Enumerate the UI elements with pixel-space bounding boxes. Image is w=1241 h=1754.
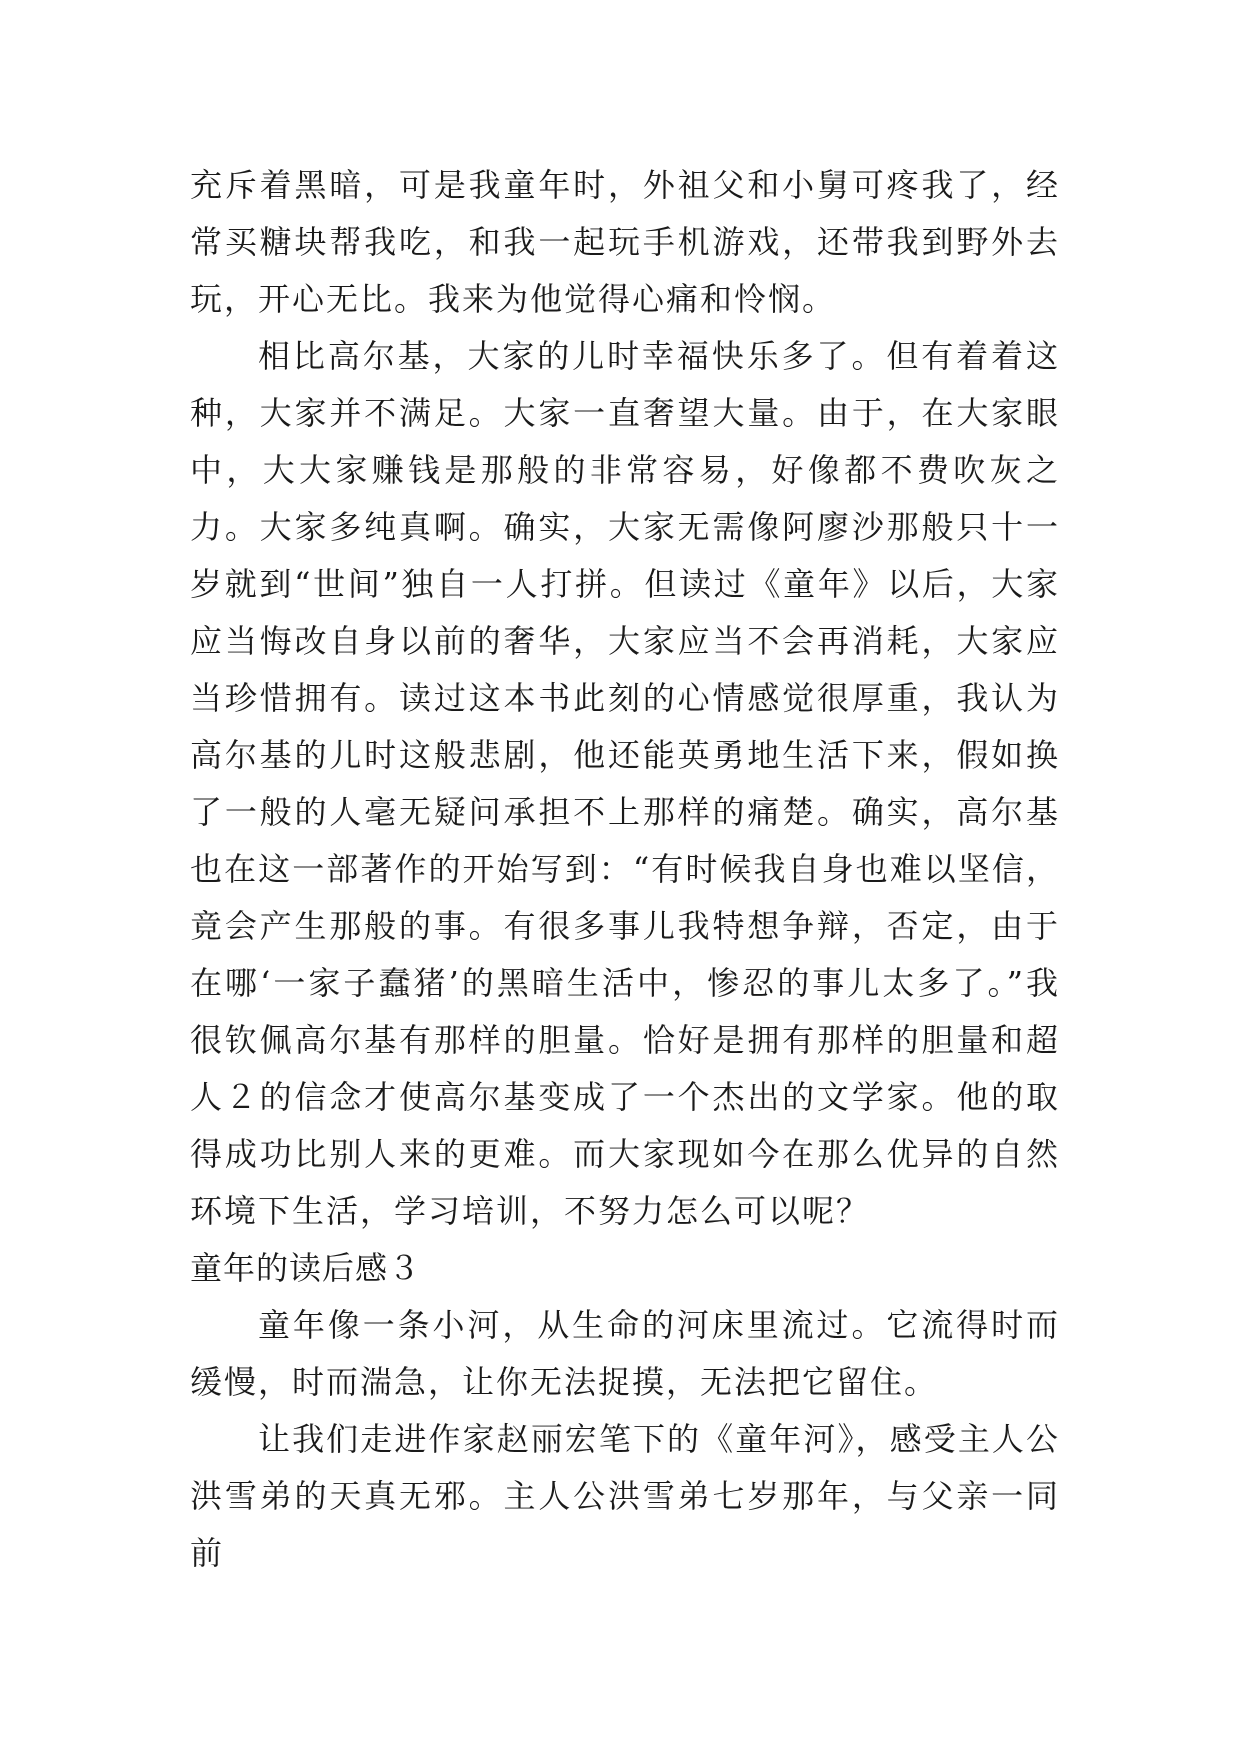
paragraph-1: 充斥着黑暗，可是我童年时，外祖父和小舅可疼我了，经常买糖块帮我吃，和我一起玩手机游戏，还带我到野外去玩，开心无比。我来为他觉得心痛和怜悯。 [190,166,1060,318]
paragraph-2: 相比高尔基，大家的儿时幸福快乐多了。但有着着这种，大家并不满足。大家一直奢望大量。由于，在大家眼中，大大家赚钱是那般的非常容易，好像都不费吹灰之力。大家多纯真啊。确实，大家无需像阿廖沙那般只十一岁就到“世间”独自一人打拼。但读过《童年》以后，大家应当悔改自身以前的奢华，大家应当不会再消耗，大家应当珍惜拥有。读过这本书此刻的心情感觉很厚重，我认为高尔基的儿时这般悲剧，他还能英勇地生活下来，假如换了一般的人毫无疑问承担不上那样的痛楚。确实，高尔基也在这一部著作的开始写到：“有时候我自身也难以坚信，竟会产生那般的事。有很多事儿我特想争辩，否定，由于在哪‘一家子蠢猪’的黑暗生活中，惨忍的事儿太多了。”我很钦佩高尔基有那样的胆量。恰好是拥有那样的胆量和超人２的信念才使高尔基变成了一个杰出的文学家。他的取得成功比别人来的更难。而大家现如今在那么优异的自然环境下生活，学习培训，不努力怎么可以呢？ [190,337,1060,1230]
document-body [190,157,1060,1582]
paragraph-3: 童年像一条小河，从生命的河床里流过。它流得时而缓慢，时而湍急，让你无法捉摸，无法把它留住。 [190,1306,1060,1401]
section-heading: 童年的读后感３ [190,1249,422,1287]
paragraph-4: 让我们走进作家赵丽宏笔下的《童年河》，感受主人公洪雪弟的天真无邪。主人公洪雪弟七岁那年，与父亲一同前 [190,1420,1060,1572]
